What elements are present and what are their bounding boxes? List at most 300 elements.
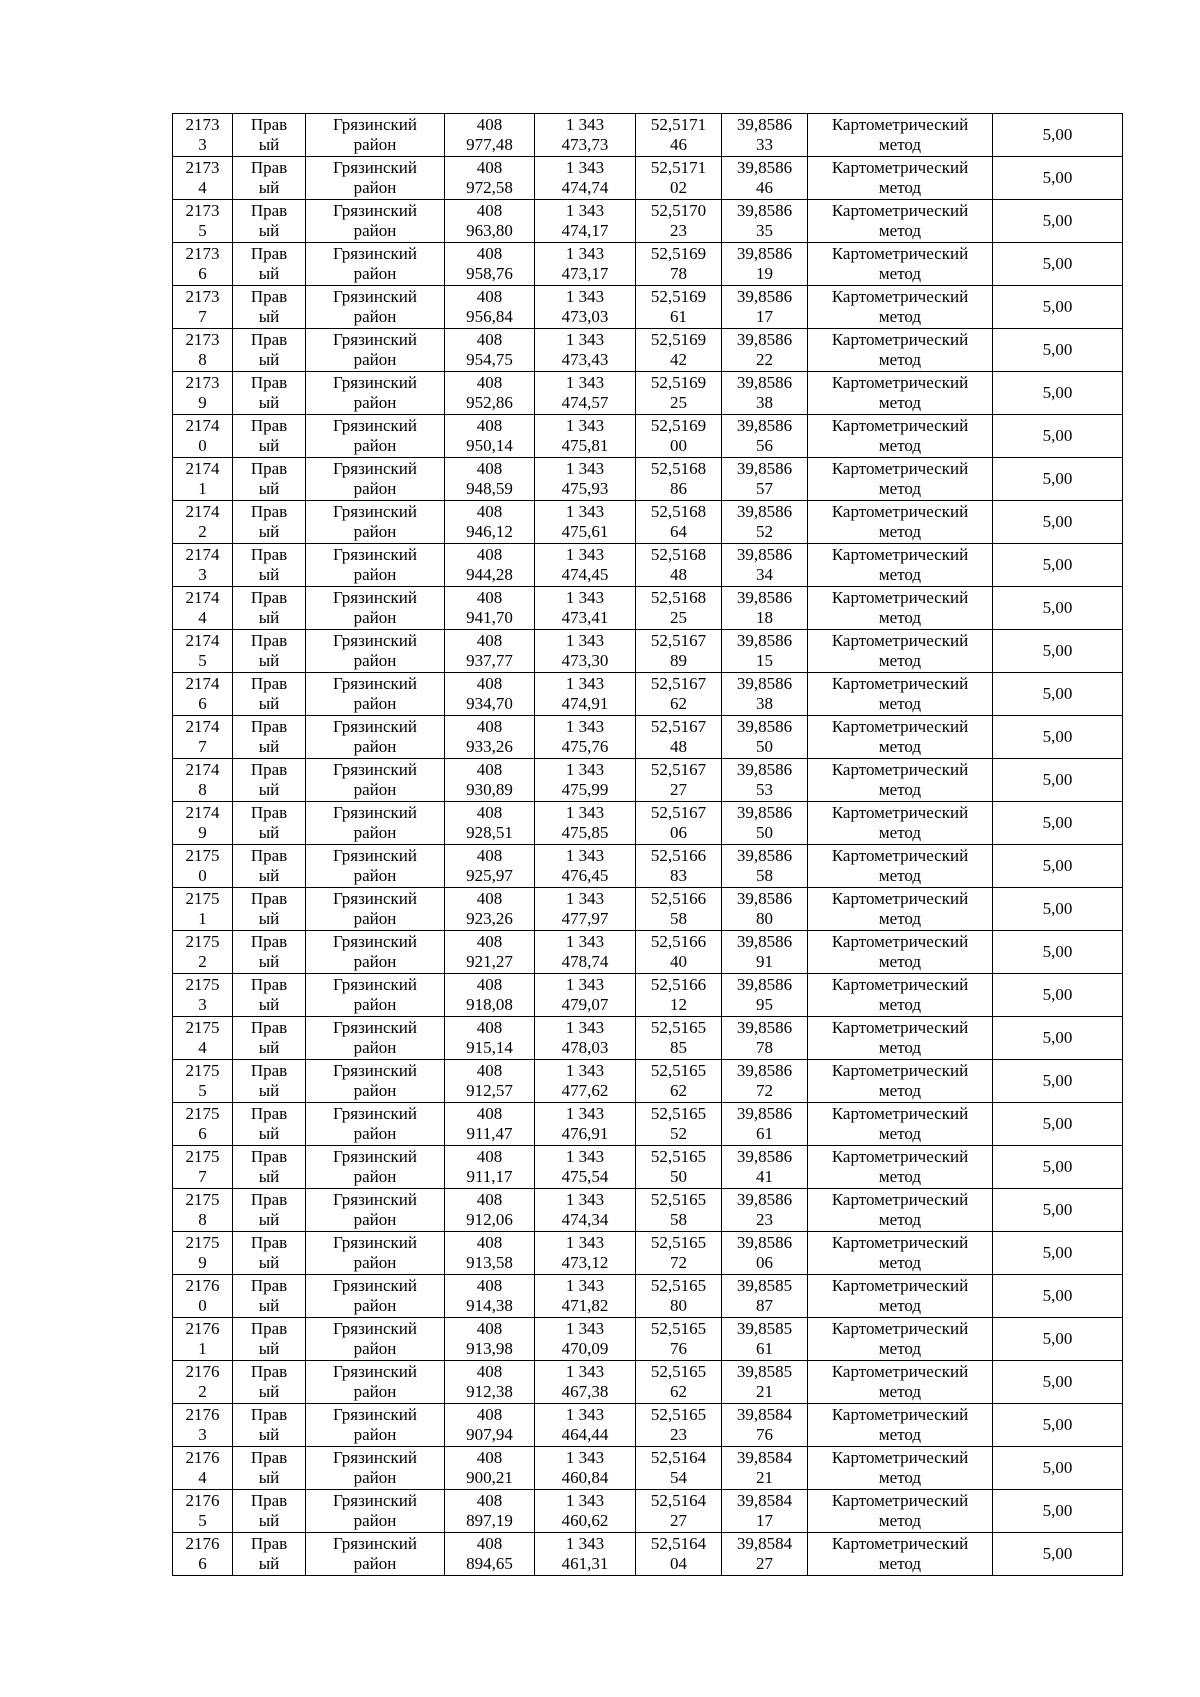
longitude-cell — [722, 286, 808, 329]
district-cell-line: Грязинский — [333, 760, 417, 779]
district-cell-line: Грязинский — [333, 889, 417, 908]
bank-side-cell — [233, 1318, 306, 1361]
longitude-cell-line: 33 — [756, 135, 773, 154]
latitude-cell — [636, 1318, 722, 1361]
point-number-cell-line: 4 — [198, 608, 207, 627]
x-coordinate-cell-line: 408 — [476, 588, 503, 607]
accuracy-cell: 5,00 — [993, 1275, 1123, 1318]
latitude-cell-line: 52,5165 — [650, 1319, 707, 1338]
x-coordinate-cell — [445, 415, 535, 458]
bank-side-cell-line: ый — [258, 780, 280, 799]
latitude-cell-line: 48 — [670, 737, 687, 756]
method-cell-line: метод — [878, 1425, 922, 1444]
latitude-cell-line: 52,5167 — [650, 674, 707, 693]
point-number-cell — [173, 544, 233, 587]
x-coordinate-cell-line: 907,94 — [466, 1425, 513, 1444]
point-number-cell-line: 2176 — [185, 1448, 220, 1467]
district-cell-line: Грязинский — [333, 588, 417, 607]
latitude-cell — [636, 845, 722, 888]
bank-side-cell-line: Прав — [250, 1319, 288, 1338]
bank-side-cell — [233, 243, 306, 286]
x-coordinate-cell — [445, 888, 535, 931]
bank-side-cell — [233, 1103, 306, 1146]
point-number-cell-line: 3 — [198, 1425, 207, 1444]
accuracy-cell: 5,00 — [993, 329, 1123, 372]
latitude-cell-line: 76 — [670, 1339, 687, 1358]
bank-side-cell — [233, 716, 306, 759]
point-number-cell-line: 8 — [198, 780, 207, 799]
latitude-cell-line: 46 — [670, 135, 687, 154]
bank-side-cell — [233, 458, 306, 501]
point-number-cell-line: 2175 — [185, 1061, 220, 1080]
latitude-cell — [636, 1361, 722, 1404]
latitude-cell — [636, 1189, 722, 1232]
x-coordinate-cell-line: 408 — [476, 1190, 503, 1209]
latitude-cell-line: 86 — [670, 479, 687, 498]
point-number-cell — [173, 114, 233, 157]
y-coordinate-cell — [535, 802, 636, 845]
longitude-cell-line: 52 — [756, 522, 773, 541]
longitude-cell-line: 23 — [756, 1210, 773, 1229]
x-coordinate-cell-line: 944,28 — [466, 565, 513, 584]
district-cell-line: район — [353, 1038, 397, 1057]
longitude-cell-line: 19 — [756, 264, 773, 283]
district-cell — [306, 114, 445, 157]
district-cell — [306, 1533, 445, 1576]
accuracy-cell: 5,00 — [993, 587, 1123, 630]
bank-side-cell — [233, 1404, 306, 1447]
bank-side-cell-line: Прав — [250, 588, 288, 607]
district-cell — [306, 501, 445, 544]
point-number-cell-line: 2175 — [185, 846, 220, 865]
method-cell-line: Картометрический — [831, 1147, 969, 1166]
bank-side-cell-line: ый — [258, 823, 280, 842]
bank-side-cell-line: Прав — [250, 1276, 288, 1295]
district-cell — [306, 759, 445, 802]
bank-side-cell-line: Прав — [250, 1448, 288, 1467]
method-cell-line: Картометрический — [831, 287, 969, 306]
district-cell-line: Грязинский — [333, 631, 417, 650]
district-cell-line: район — [353, 178, 397, 197]
latitude-cell-line: 62 — [670, 1382, 687, 1401]
longitude-cell-line: 39,8584 — [736, 1534, 793, 1553]
method-cell-line: метод — [878, 1167, 922, 1186]
longitude-cell-line: 95 — [756, 995, 773, 1014]
method-cell-line: метод — [878, 1038, 922, 1057]
latitude-cell-line: 80 — [670, 1296, 687, 1315]
method-cell — [808, 630, 993, 673]
y-coordinate-cell-line: 1 343 — [565, 1448, 605, 1467]
point-number-cell-line: 2176 — [185, 1319, 220, 1338]
latitude-cell-line: 50 — [670, 1167, 687, 1186]
longitude-cell-line: 38 — [756, 393, 773, 412]
longitude-cell-line: 57 — [756, 479, 773, 498]
point-number-cell-line: 2 — [198, 522, 207, 541]
point-number-cell-line: 0 — [198, 1296, 207, 1315]
method-cell — [808, 1275, 993, 1318]
method-cell-line: метод — [878, 221, 922, 240]
x-coordinate-cell-line: 946,12 — [466, 522, 513, 541]
method-cell-line: метод — [878, 1339, 922, 1358]
y-coordinate-cell-line: 478,74 — [561, 952, 609, 971]
district-cell-line: район — [353, 1081, 397, 1100]
x-coordinate-cell-line: 977,48 — [466, 135, 513, 154]
method-cell — [808, 673, 993, 716]
accuracy-cell: 5,00 — [993, 1404, 1123, 1447]
table-row — [173, 888, 1123, 931]
district-cell — [306, 1103, 445, 1146]
latitude-cell — [636, 501, 722, 544]
accuracy-cell: 5,00 — [993, 1318, 1123, 1361]
longitude-cell — [722, 587, 808, 630]
point-number-cell-line: 0 — [198, 436, 207, 455]
district-cell-line: район — [353, 307, 397, 326]
x-coordinate-cell — [445, 329, 535, 372]
table-row — [173, 1490, 1123, 1533]
y-coordinate-cell-line: 474,57 — [561, 393, 609, 412]
method-cell — [808, 587, 993, 630]
bank-side-cell-line: Прав — [250, 115, 288, 134]
x-coordinate-cell-line: 408 — [476, 1018, 503, 1037]
point-number-cell — [173, 673, 233, 716]
method-cell — [808, 1447, 993, 1490]
method-cell-line: метод — [878, 1081, 922, 1100]
bank-side-cell — [233, 630, 306, 673]
method-cell-line: метод — [878, 780, 922, 799]
x-coordinate-cell-line: 900,21 — [466, 1468, 513, 1487]
method-cell-line: Картометрический — [831, 975, 969, 994]
y-coordinate-cell-line: 475,93 — [561, 479, 609, 498]
point-number-cell-line: 7 — [198, 1167, 207, 1186]
y-coordinate-cell — [535, 1318, 636, 1361]
x-coordinate-cell — [445, 845, 535, 888]
table-row — [173, 415, 1123, 458]
y-coordinate-cell — [535, 716, 636, 759]
method-cell — [808, 372, 993, 415]
longitude-cell — [722, 200, 808, 243]
y-coordinate-cell-line: 461,31 — [561, 1554, 609, 1573]
longitude-cell-line: 21 — [756, 1468, 773, 1487]
x-coordinate-cell — [445, 1318, 535, 1361]
longitude-cell — [722, 458, 808, 501]
table-row — [173, 1060, 1123, 1103]
y-coordinate-cell-line: 475,76 — [561, 737, 609, 756]
bank-side-cell-line: Прав — [250, 330, 288, 349]
x-coordinate-cell-line: 408 — [476, 1362, 503, 1381]
point-number-cell-line: 2174 — [185, 674, 220, 693]
y-coordinate-cell-line: 1 343 — [565, 1319, 605, 1338]
method-cell-line: метод — [878, 264, 922, 283]
point-number-cell-line: 4 — [198, 1468, 207, 1487]
x-coordinate-cell — [445, 1232, 535, 1275]
table-row — [173, 286, 1123, 329]
point-number-cell-line: 2174 — [185, 760, 220, 779]
y-coordinate-cell-line: 473,43 — [561, 350, 609, 369]
method-cell-line: Картометрический — [831, 115, 969, 134]
x-coordinate-cell-line: 911,47 — [466, 1124, 513, 1143]
bank-side-cell-line: ый — [258, 1382, 280, 1401]
y-coordinate-cell — [535, 544, 636, 587]
x-coordinate-cell — [445, 1361, 535, 1404]
y-coordinate-cell — [535, 372, 636, 415]
point-number-cell-line: 2173 — [185, 115, 220, 134]
method-cell-line: Картометрический — [831, 1104, 969, 1123]
method-cell — [808, 200, 993, 243]
district-cell-line: район — [353, 1554, 397, 1573]
district-cell — [306, 200, 445, 243]
method-cell — [808, 1060, 993, 1103]
point-number-cell-line: 2174 — [185, 502, 220, 521]
district-cell-line: Грязинский — [333, 1061, 417, 1080]
x-coordinate-cell-line: 408 — [476, 889, 503, 908]
method-cell — [808, 415, 993, 458]
latitude-cell-line: 52,5171 — [650, 158, 707, 177]
accuracy-cell: 5,00 — [993, 974, 1123, 1017]
point-number-cell-line: 6 — [198, 1124, 207, 1143]
accuracy-cell: 5,00 — [993, 243, 1123, 286]
bank-side-cell-line: ый — [258, 1253, 280, 1272]
method-cell — [808, 802, 993, 845]
point-number-cell-line: 2174 — [185, 588, 220, 607]
longitude-cell-line: 76 — [756, 1425, 773, 1444]
bank-side-cell-line: Прав — [250, 1190, 288, 1209]
bank-side-cell — [233, 544, 306, 587]
table-row — [173, 1404, 1123, 1447]
x-coordinate-cell-line: 913,58 — [466, 1253, 513, 1272]
bank-side-cell — [233, 888, 306, 931]
x-coordinate-cell — [445, 501, 535, 544]
y-coordinate-cell — [535, 1017, 636, 1060]
point-number-cell-line: 6 — [198, 694, 207, 713]
table-row — [173, 372, 1123, 415]
point-number-cell-line: 2173 — [185, 373, 220, 392]
x-coordinate-cell-line: 911,17 — [466, 1167, 513, 1186]
y-coordinate-cell — [535, 673, 636, 716]
x-coordinate-cell — [445, 1146, 535, 1189]
longitude-cell-line: 58 — [756, 866, 773, 885]
point-number-cell — [173, 1490, 233, 1533]
bank-side-cell-line: ый — [258, 135, 280, 154]
bank-side-cell-line: ый — [258, 866, 280, 885]
method-cell-line: Картометрический — [831, 158, 969, 177]
method-cell-line: Картометрический — [831, 1190, 969, 1209]
method-cell-line: метод — [878, 436, 922, 455]
longitude-cell-line: 91 — [756, 952, 773, 971]
point-number-cell — [173, 1447, 233, 1490]
y-coordinate-cell-line: 1 343 — [565, 846, 605, 865]
point-number-cell — [173, 716, 233, 759]
y-coordinate-cell-line: 474,74 — [561, 178, 609, 197]
latitude-cell-line: 40 — [670, 952, 687, 971]
y-coordinate-cell — [535, 501, 636, 544]
method-cell-line: Картометрический — [831, 803, 969, 822]
table-row — [173, 200, 1123, 243]
latitude-cell-line: 52,5168 — [650, 502, 707, 521]
latitude-cell — [636, 974, 722, 1017]
accuracy-cell: 5,00 — [993, 458, 1123, 501]
district-cell-line: Грязинский — [333, 1319, 417, 1338]
method-cell — [808, 1490, 993, 1533]
bank-side-cell-line: Прав — [250, 1405, 288, 1424]
method-cell-line: Картометрический — [831, 373, 969, 392]
point-number-cell-line: 5 — [198, 221, 207, 240]
district-cell-line: район — [353, 1253, 397, 1272]
accuracy-cell: 5,00 — [993, 888, 1123, 931]
district-cell-line: район — [353, 1468, 397, 1487]
latitude-cell-line: 23 — [670, 1425, 687, 1444]
bank-side-cell-line: ый — [258, 350, 280, 369]
point-number-cell — [173, 1361, 233, 1404]
longitude-cell — [722, 329, 808, 372]
method-cell-line: Картометрический — [831, 588, 969, 607]
point-number-cell-line: 1 — [198, 909, 207, 928]
bank-side-cell — [233, 1361, 306, 1404]
y-coordinate-cell — [535, 931, 636, 974]
x-coordinate-cell — [445, 759, 535, 802]
y-coordinate-cell-line: 1 343 — [565, 1491, 605, 1510]
longitude-cell-line: 39,8584 — [736, 1491, 793, 1510]
x-coordinate-cell — [445, 200, 535, 243]
accuracy-cell: 5,00 — [993, 802, 1123, 845]
latitude-cell-line: 27 — [670, 780, 687, 799]
bank-side-cell — [233, 1189, 306, 1232]
method-cell-line: метод — [878, 1124, 922, 1143]
latitude-cell-line: 52,5167 — [650, 803, 707, 822]
bank-side-cell-line: ый — [258, 1511, 280, 1530]
latitude-cell-line: 52,5165 — [650, 1190, 707, 1209]
district-cell-line: Грязинский — [333, 115, 417, 134]
bank-side-cell-line: Прав — [250, 1233, 288, 1252]
longitude-cell-line: 17 — [756, 1511, 773, 1530]
latitude-cell — [636, 286, 722, 329]
district-cell-line: Грязинский — [333, 158, 417, 177]
longitude-cell-line: 39,8584 — [736, 1448, 793, 1467]
y-coordinate-cell-line: 1 343 — [565, 1104, 605, 1123]
x-coordinate-cell-line: 408 — [476, 631, 503, 650]
method-cell — [808, 1361, 993, 1404]
method-cell-line: метод — [878, 952, 922, 971]
x-coordinate-cell-line: 408 — [476, 1405, 503, 1424]
x-coordinate-cell — [445, 157, 535, 200]
bank-side-cell — [233, 587, 306, 630]
accuracy-cell: 5,00 — [993, 1447, 1123, 1490]
district-cell — [306, 1490, 445, 1533]
latitude-cell-line: 61 — [670, 307, 687, 326]
table-row — [173, 114, 1123, 157]
bank-side-cell-line: ый — [258, 221, 280, 240]
y-coordinate-cell-line: 1 343 — [565, 201, 605, 220]
table-row — [173, 673, 1123, 716]
longitude-cell-line: 39,8586 — [736, 760, 793, 779]
method-cell — [808, 157, 993, 200]
district-cell-line: Грязинский — [333, 373, 417, 392]
x-coordinate-cell-line: 408 — [476, 760, 503, 779]
latitude-cell — [636, 200, 722, 243]
table-row — [173, 1103, 1123, 1146]
district-cell-line: район — [353, 1425, 397, 1444]
table-row — [173, 587, 1123, 630]
accuracy-cell: 5,00 — [993, 501, 1123, 544]
y-coordinate-cell-line: 1 343 — [565, 459, 605, 478]
x-coordinate-cell — [445, 716, 535, 759]
district-cell-line: Грязинский — [333, 545, 417, 564]
district-cell — [306, 1404, 445, 1447]
district-cell — [306, 802, 445, 845]
point-number-cell-line: 3 — [198, 135, 207, 154]
longitude-cell-line: 22 — [756, 350, 773, 369]
latitude-cell-line: 52,5169 — [650, 373, 707, 392]
y-coordinate-cell — [535, 1060, 636, 1103]
point-number-cell — [173, 157, 233, 200]
latitude-cell-line: 52,5166 — [650, 846, 707, 865]
method-cell-line: Картометрический — [831, 674, 969, 693]
method-cell-line: метод — [878, 350, 922, 369]
longitude-cell-line: 39,8586 — [736, 631, 793, 650]
point-number-cell — [173, 1533, 233, 1576]
x-coordinate-cell-line: 912,06 — [466, 1210, 513, 1229]
method-cell-line: Картометрический — [831, 545, 969, 564]
point-number-cell — [173, 974, 233, 1017]
latitude-cell — [636, 1404, 722, 1447]
accuracy-cell: 5,00 — [993, 286, 1123, 329]
point-number-cell-line: 0 — [198, 866, 207, 885]
method-cell-line: Картометрический — [831, 244, 969, 263]
latitude-cell-line: 52,5165 — [650, 1276, 707, 1295]
latitude-cell-line: 04 — [670, 1554, 687, 1573]
method-cell — [808, 243, 993, 286]
district-cell — [306, 888, 445, 931]
longitude-cell-line: 50 — [756, 737, 773, 756]
y-coordinate-cell-line: 473,73 — [561, 135, 609, 154]
method-cell-line: метод — [878, 909, 922, 928]
longitude-cell-line: 50 — [756, 823, 773, 842]
point-number-cell-line: 2174 — [185, 416, 220, 435]
latitude-cell-line: 62 — [670, 1081, 687, 1100]
latitude-cell-line: 23 — [670, 221, 687, 240]
bank-side-cell-line: Прав — [250, 631, 288, 650]
bank-side-cell — [233, 286, 306, 329]
x-coordinate-cell-line: 956,84 — [466, 307, 513, 326]
point-number-cell — [173, 1103, 233, 1146]
x-coordinate-cell-line: 408 — [476, 459, 503, 478]
longitude-cell-line: 06 — [756, 1253, 773, 1272]
latitude-cell-line: 78 — [670, 264, 687, 283]
bank-side-cell — [233, 931, 306, 974]
table-row — [173, 157, 1123, 200]
x-coordinate-cell — [445, 630, 535, 673]
y-coordinate-cell-line: 1 343 — [565, 115, 605, 134]
y-coordinate-cell-line: 1 343 — [565, 373, 605, 392]
bank-side-cell-line: ый — [258, 694, 280, 713]
method-cell-line: метод — [878, 651, 922, 670]
coordinates-table — [172, 113, 1123, 1576]
bank-side-cell-line: ый — [258, 1167, 280, 1186]
longitude-cell-line: 39,8586 — [736, 373, 793, 392]
y-coordinate-cell — [535, 1533, 636, 1576]
y-coordinate-cell — [535, 1103, 636, 1146]
method-cell-line: Картометрический — [831, 502, 969, 521]
y-coordinate-cell-line: 473,41 — [561, 608, 609, 627]
district-cell-line: Грязинский — [333, 1491, 417, 1510]
method-cell-line: метод — [878, 307, 922, 326]
district-cell — [306, 716, 445, 759]
point-number-cell-line: 2 — [198, 952, 207, 971]
point-number-cell-line: 9 — [198, 823, 207, 842]
longitude-cell — [722, 1060, 808, 1103]
district-cell-line: район — [353, 221, 397, 240]
y-coordinate-cell — [535, 888, 636, 931]
y-coordinate-cell-line: 478,03 — [561, 1038, 609, 1057]
